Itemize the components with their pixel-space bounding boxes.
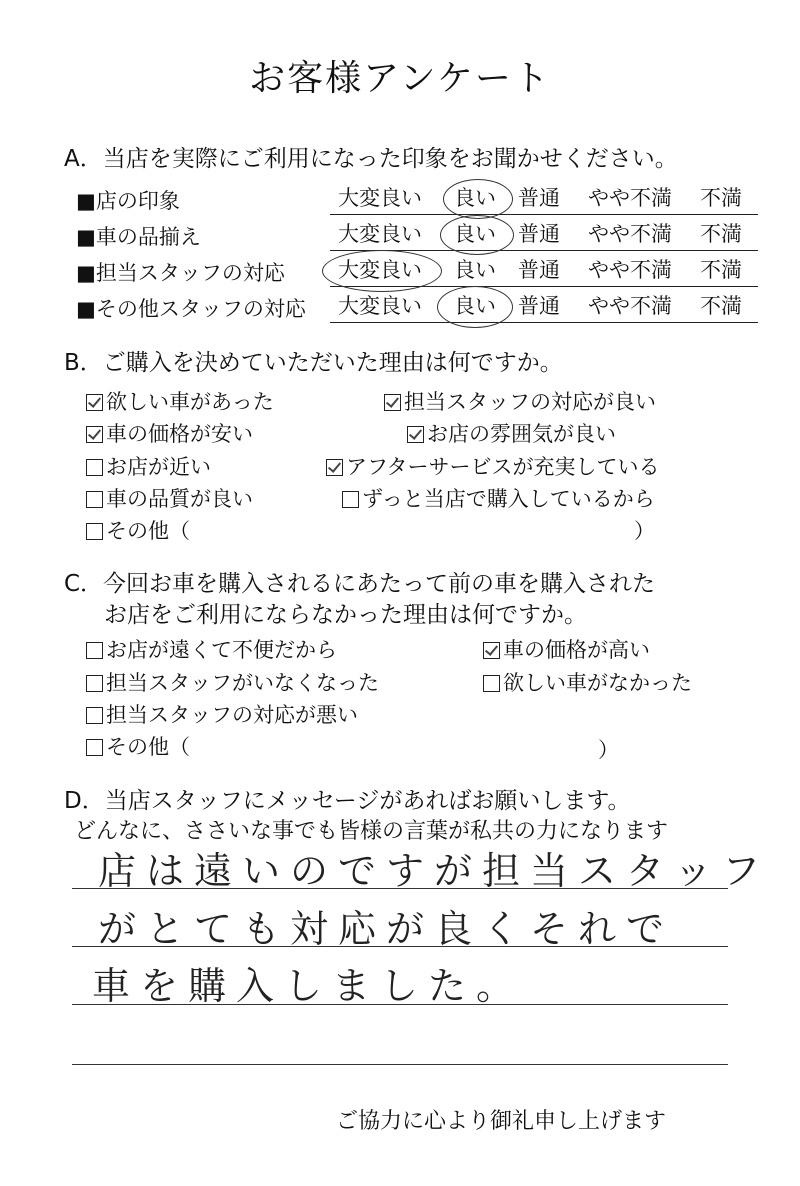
checkbox-item[interactable]: 車の品質が良い xyxy=(86,483,253,513)
checkbox-empty-icon[interactable] xyxy=(86,642,103,659)
checkbox-item[interactable]: 車の価格が安い xyxy=(86,418,253,448)
checkbox-checked-icon[interactable] xyxy=(86,426,103,443)
rating-row xyxy=(330,216,758,251)
checkbox-item[interactable]: お店が遠くて不便だから xyxy=(86,634,337,664)
option-very-good[interactable]: 大変良い xyxy=(338,258,422,282)
rating-row-label: ■その他スタッフの対応 xyxy=(76,297,306,321)
rating-row-label: ■担当スタッフの対応 xyxy=(76,261,285,285)
other-close-paren: ） xyxy=(634,519,655,543)
checkbox-item[interactable]: 担当スタッフの対応が悪い xyxy=(86,699,358,729)
checkbox-checked-icon[interactable] xyxy=(483,642,500,659)
writing-line xyxy=(72,1064,728,1065)
checkbox-item[interactable]: 欲しい車がなかった xyxy=(483,667,692,697)
option-dissatisfied[interactable]: 不満 xyxy=(700,222,742,246)
checkbox-item[interactable]: 担当スタッフの対応が良い xyxy=(384,386,656,416)
checkbox-item[interactable]: 車の価格が高い xyxy=(483,634,650,664)
checkbox-checked-icon[interactable] xyxy=(326,459,343,476)
option-dissatisfied[interactable]: 不満 xyxy=(700,186,742,210)
rating-row xyxy=(330,288,758,323)
option-slightly-dissatisfied[interactable]: やや不満 xyxy=(588,186,672,210)
section-b-question: B．ご購入を決めていただいた理由は何ですか。 xyxy=(64,350,563,376)
checkbox-empty-icon[interactable] xyxy=(483,675,500,692)
section-c-question-line1: C．今回お車を購入されるにあたって前の車を購入された xyxy=(64,571,656,597)
option-slightly-dissatisfied[interactable]: やや不満 xyxy=(588,222,672,246)
checkbox-item[interactable]: お店の雰囲気が良い xyxy=(407,418,616,448)
section-c-question-line2: お店をご利用にならなかった理由は何ですか。 xyxy=(104,602,587,628)
selection-circle xyxy=(437,286,513,328)
option-dissatisfied[interactable]: 不満 xyxy=(700,258,742,282)
checkbox-checked-icon[interactable] xyxy=(407,426,424,443)
checkbox-item[interactable]: アフターサービスが充実している xyxy=(326,451,660,481)
checkbox-empty-icon[interactable] xyxy=(86,675,103,692)
option-good[interactable]: 良い xyxy=(454,294,496,318)
option-dissatisfied[interactable]: 不満 xyxy=(700,294,742,318)
checkbox-empty-icon[interactable] xyxy=(86,739,103,756)
option-slightly-dissatisfied[interactable]: やや不満 xyxy=(588,294,672,318)
handwritten-line: 店は遠いのですが担当スタッフ xyxy=(98,849,771,893)
handwritten-line: がとても対応が良くそれで xyxy=(98,907,675,951)
rating-row xyxy=(330,180,758,215)
writing-line xyxy=(72,946,728,947)
checkbox-item[interactable]: 欲しい車があった xyxy=(86,386,274,416)
option-normal[interactable]: 普通 xyxy=(518,222,560,246)
handwritten-line: 車を購入しました。 xyxy=(92,964,525,1008)
option-normal[interactable]: 普通 xyxy=(518,294,560,318)
checkbox-item-other[interactable]: その他（ xyxy=(86,731,190,761)
selection-circle xyxy=(440,215,514,255)
footer-thanks: ご協力に心より御礼申し上げます xyxy=(336,1109,667,1134)
checkbox-empty-icon[interactable] xyxy=(86,459,103,476)
checkbox-empty-icon[interactable] xyxy=(86,491,103,508)
option-normal[interactable]: 普通 xyxy=(518,258,560,282)
rating-row-label: ■車の品揃え xyxy=(76,225,201,249)
checkbox-empty-icon[interactable] xyxy=(86,707,103,724)
checkbox-checked-icon[interactable] xyxy=(86,394,103,411)
checkbox-empty-icon[interactable] xyxy=(86,523,103,540)
writing-line xyxy=(72,1004,728,1005)
checkbox-checked-icon[interactable] xyxy=(384,394,401,411)
section-d-question-line2: どんなに、ささいな事でも皆様の言葉が私共の力になります xyxy=(74,819,669,844)
section-a-question: A．当店を実際にご利用になった印象をお聞かせください。 xyxy=(64,146,678,172)
option-slightly-dissatisfied[interactable]: やや不満 xyxy=(588,258,672,282)
checkbox-empty-icon[interactable] xyxy=(342,491,359,508)
option-good[interactable]: 良い xyxy=(454,258,496,282)
option-normal[interactable]: 普通 xyxy=(518,186,560,210)
writing-line xyxy=(72,888,728,889)
checkbox-item[interactable]: お店が近い xyxy=(86,451,211,481)
option-very-good[interactable]: 大変良い xyxy=(338,294,422,318)
checkbox-item-other[interactable]: その他（ xyxy=(86,515,190,545)
option-good[interactable]: 良い xyxy=(454,222,496,246)
checkbox-item[interactable]: 担当スタッフがいなくなった xyxy=(86,667,379,697)
option-very-good[interactable]: 大変良い xyxy=(338,186,422,210)
other-close-paren: ） xyxy=(598,738,619,762)
option-very-good[interactable]: 大変良い xyxy=(338,222,422,246)
selection-circle xyxy=(322,250,442,292)
checkbox-item[interactable]: ずっと当店で購入しているから xyxy=(342,483,655,513)
page-title: お客様アンケート xyxy=(249,58,551,99)
selection-circle xyxy=(443,179,513,219)
rating-row-label: ■店の印象 xyxy=(76,189,180,213)
option-good[interactable]: 良い xyxy=(454,186,496,210)
section-d-question-line1: D．当店スタッフにメッセージがあればお願いします。 xyxy=(64,788,631,814)
